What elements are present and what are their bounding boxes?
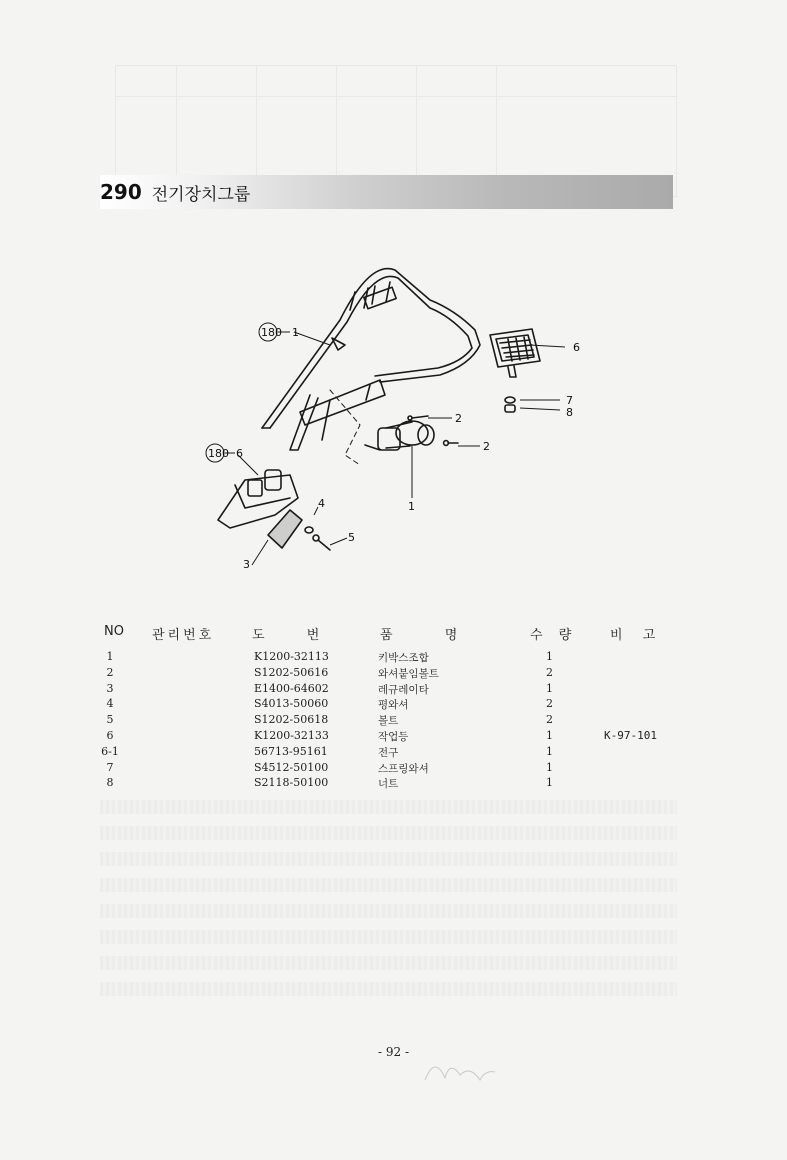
header-no: NO (104, 624, 124, 639)
parts-diagram-svg (190, 250, 610, 580)
header-part-name: 품 명 (380, 628, 458, 643)
table-row (96, 713, 673, 729)
header-remarks: 비 고 (610, 628, 664, 643)
callout-180-b: 180 (208, 447, 229, 460)
cell-part-name: 키박스조합 (378, 652, 429, 664)
callout-2-b: 2 (483, 440, 490, 453)
exploded-parts-diagram (190, 250, 610, 580)
callout-180-a: 180 (261, 326, 282, 339)
cell-quantity: 2 (546, 665, 553, 679)
callout-1-a: 1 (292, 326, 299, 339)
cell-part-name: 너트 (378, 778, 399, 791)
header-quantity: 수 량 (530, 628, 578, 643)
cell-quantity: 1 (546, 728, 553, 742)
cell-no: 3 (106, 681, 114, 695)
table-row (96, 666, 673, 682)
cell-part-name: 전구 (378, 746, 399, 759)
cell-drawing-no: S1202-50616 (254, 665, 329, 679)
callout-1-b: 1 (408, 500, 415, 513)
cell-drawing-no: E1400-64602 (254, 681, 329, 695)
cell-part-name: 볼트 (378, 715, 399, 728)
callout-5: 5 (348, 531, 355, 544)
section-number: 290 (100, 180, 142, 204)
cell-part-name: 레규레이타 (378, 683, 429, 696)
callout-3: 3 (243, 558, 250, 571)
header-management-no: 관리번호 (152, 628, 215, 643)
scan-noise (100, 878, 677, 892)
scan-noise (100, 982, 677, 996)
cell-no: 8 (106, 776, 114, 790)
callout-7: 7 (566, 394, 573, 407)
table-row (96, 745, 673, 761)
scan-noise (100, 852, 677, 866)
cell-remarks: K-97-101 (604, 728, 657, 742)
scan-noise (100, 826, 677, 840)
cell-no: 6 (106, 728, 114, 742)
cell-quantity: 1 (546, 760, 553, 774)
table-row (96, 776, 673, 792)
scan-noise (100, 956, 677, 970)
callout-6-a: 6 (573, 341, 580, 354)
cell-drawing-no: S4013-50060 (254, 697, 329, 711)
cell-no: 5 (106, 713, 114, 727)
callout-6-b: 6 (236, 447, 243, 460)
cell-no: 7 (106, 760, 114, 774)
parts-table (96, 650, 673, 792)
cell-no: 2 (106, 665, 114, 679)
cell-no: 6-1 (101, 744, 119, 758)
cell-quantity: 1 (546, 744, 553, 758)
table-row (96, 729, 673, 745)
cell-quantity: 2 (546, 697, 553, 711)
cell-no: 4 (106, 697, 114, 711)
scan-noise (100, 904, 677, 918)
table-row (96, 697, 673, 713)
page-number: - 92 - (377, 1045, 409, 1059)
cell-drawing-no: S2118-50100 (254, 776, 329, 790)
parts-table-header (96, 622, 673, 644)
table-row (96, 650, 673, 666)
pencil-scribble-mark (420, 1050, 500, 1090)
cell-quantity: 1 (546, 650, 553, 663)
callout-8: 8 (566, 406, 573, 419)
scan-noise (100, 930, 677, 944)
cell-part-name: 평와셔 (378, 699, 409, 712)
section-header (100, 175, 673, 209)
section-title: 전기장치그룹 (151, 184, 251, 205)
header-drawing-no: 도 번 (252, 628, 320, 643)
cell-quantity: 1 (546, 776, 553, 790)
table-row (96, 761, 673, 777)
cell-quantity: 2 (546, 713, 553, 727)
cell-part-name: 스프링와셔 (378, 762, 429, 775)
callout-2-a: 2 (455, 412, 462, 425)
cell-part-name: 작업등 (378, 730, 409, 743)
cell-drawing-no: S1202-50618 (254, 713, 329, 727)
cell-drawing-no: K1200-32133 (254, 728, 329, 742)
cell-quantity: 1 (546, 681, 553, 695)
cell-part-name: 와셔붙임볼트 (378, 667, 439, 680)
cell-no: 1 (106, 650, 114, 663)
callout-4: 4 (318, 497, 325, 510)
cell-drawing-no: 56713-95161 (254, 744, 328, 758)
scan-noise (100, 800, 677, 814)
cell-drawing-no: K1200-32113 (254, 650, 329, 663)
table-row (96, 682, 673, 698)
cell-drawing-no: S4512-50100 (254, 760, 329, 774)
